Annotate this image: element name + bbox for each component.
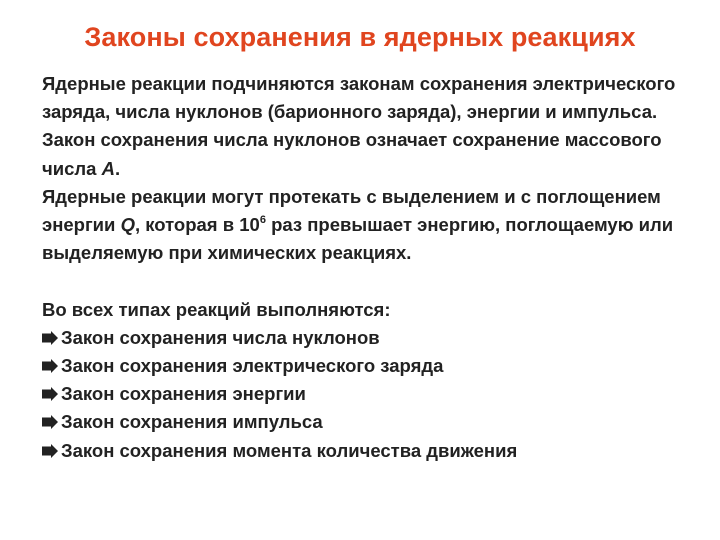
list-item-label: Закон сохранения числа нуклонов xyxy=(61,326,380,348)
slide-body xyxy=(42,70,702,465)
arrow-bullet-icon xyxy=(42,387,58,401)
list-item xyxy=(42,352,702,380)
list-item-label: Закон сохранения энергии xyxy=(61,383,306,405)
exponent: 6 xyxy=(259,214,266,227)
paragraph-text: Ядерные реакции могут протекать с выделением и с поглощением энергии xyxy=(42,185,661,236)
list-item-label: Закон сохранения электрического заряда xyxy=(61,355,444,377)
mass-number-symbol: A xyxy=(101,157,115,179)
paragraph-text: Закон сохранения числа нуклонов означает сохранение массового числа xyxy=(42,129,662,179)
arrow-bullet-icon xyxy=(42,444,58,458)
list-item-label: Закон сохранения момента количества движения xyxy=(61,439,518,461)
arrow-bullet-icon xyxy=(42,331,58,345)
spacer xyxy=(42,267,702,295)
list-item xyxy=(42,324,702,352)
list-heading: Во всех типах реакций выполняются: xyxy=(42,298,391,320)
list-item xyxy=(42,437,702,465)
paragraph-reaction-energy xyxy=(42,183,702,268)
laws-list xyxy=(42,324,702,465)
energy-symbol: Q xyxy=(120,214,135,236)
paragraph-nucleon-number xyxy=(42,126,702,182)
arrow-bullet-icon xyxy=(42,415,58,429)
paragraph-text: , которая в 10 xyxy=(134,214,260,236)
arrow-bullet-icon xyxy=(42,359,58,373)
punctuation: . xyxy=(114,157,121,179)
list-item xyxy=(42,380,702,408)
paragraph-conservation-laws: Ядерные реакции подчиняются законам сохранения электрического заряда, числа нуклонов (барионного заряда), энергии и импульса. xyxy=(42,73,676,123)
list-item-label: Закон сохранения импульса xyxy=(61,411,323,433)
slide-title: Законы сохранения в ядерных реакциях xyxy=(84,22,636,52)
list-item xyxy=(42,408,702,436)
paragraph-text: раз превышает энергию, поглощаемую или выделяемую при химических реакциях. xyxy=(42,214,674,264)
